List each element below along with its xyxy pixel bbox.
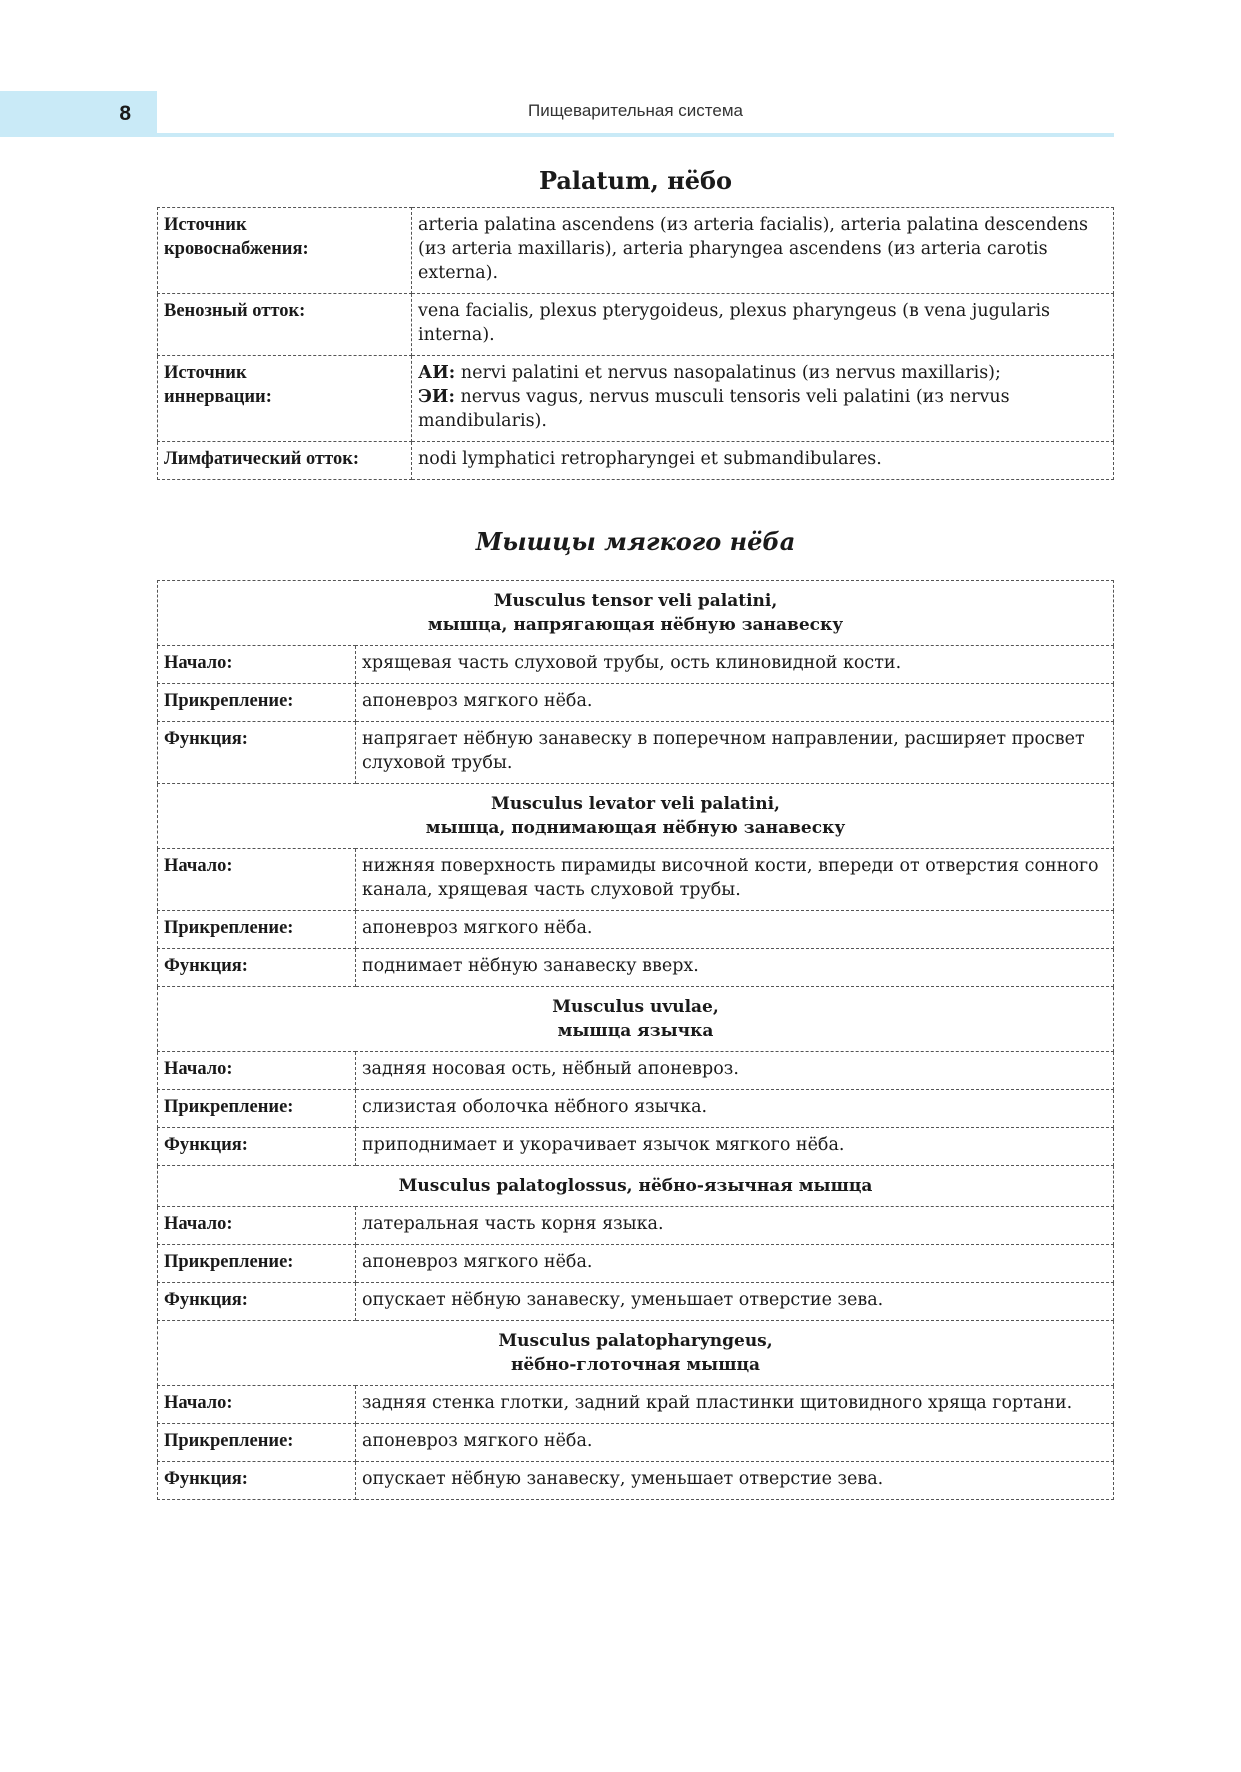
muscles-table <box>157 580 1114 1500</box>
muscle-attachment-label: Прикрепление: <box>158 911 356 949</box>
muscle-name: Musculus palatoglossus, нёбно-язычная мышца <box>158 1166 1114 1207</box>
muscle-header-row <box>158 1321 1114 1386</box>
muscle-name: Musculus palatopharyngeus, нёбно-глоточная мышца <box>158 1321 1114 1386</box>
muscle-start-value: задняя стенка глотки, задний край пластинки щитовидного хряща гортани. <box>356 1386 1114 1424</box>
muscle-name: Musculus tensor veli palatini, мышца, напрягающая нёбную занавеску <box>158 581 1114 646</box>
muscle-attachment-value: слизистая оболочка нёбного язычка. <box>356 1090 1114 1128</box>
muscle-start-row <box>158 1052 1114 1090</box>
muscle-start-value: латеральная часть корня языка. <box>356 1207 1114 1245</box>
table-row <box>158 442 1114 480</box>
muscle-function-row <box>158 1128 1114 1166</box>
muscle-attachment-row <box>158 1245 1114 1283</box>
muscle-function-value: поднимает нёбную занавеску вверх. <box>356 949 1114 987</box>
muscle-start-value: задняя носовая ость, нёбный апоневроз. <box>356 1052 1114 1090</box>
muscle-start-label: Начало: <box>158 1207 356 1245</box>
muscle-start-label: Начало: <box>158 1386 356 1424</box>
muscle-attachment-value: апоневроз мягкого нёба. <box>356 1245 1114 1283</box>
muscle-function-row <box>158 722 1114 784</box>
muscle-start-row <box>158 1207 1114 1245</box>
palatum-table <box>157 207 1114 480</box>
table-row <box>158 356 1114 442</box>
muscle-function-value: опускает нёбную занавеску, уменьшает отверстие зева. <box>356 1462 1114 1500</box>
muscle-attachment-value: апоневроз мягкого нёба. <box>356 684 1114 722</box>
row-value: vena facialis, plexus pterygoideus, plexus pharyngeus (в vena jugularis interna). <box>412 294 1114 356</box>
row-value: arteria palatina ascendens (из arteria facialis), arteria palatina descendens (из arteria maxillaris), arteria pharyngea ascendens (из arteria carotis externa). <box>412 208 1114 294</box>
muscle-start-value: нижняя поверхность пирамиды височной кости, впереди от отверстия сонного канала, хрящевая часть слуховой трубы. <box>356 849 1114 911</box>
ei-text: nervus vagus, nervus musculi tensoris veli palatini (из nervus mandibularis). <box>418 387 1010 431</box>
row-label: Лимфатический отток: <box>158 442 412 480</box>
muscle-attachment-label: Прикрепление: <box>158 1424 356 1462</box>
header-rule <box>157 133 1114 137</box>
muscle-function-label: Функция: <box>158 722 356 784</box>
muscle-function-label: Функция: <box>158 1462 356 1500</box>
muscle-function-label: Функция: <box>158 949 356 987</box>
muscles-title: Мышцы мягкого нёба <box>475 527 796 556</box>
muscle-name: Musculus uvulae, мышца язычка <box>158 987 1114 1052</box>
palatum-title: Palatum, нёбо <box>538 166 733 195</box>
ei-label: ЭИ: <box>418 387 455 407</box>
muscle-attachment-label: Прикрепление: <box>158 1245 356 1283</box>
muscle-attachment-value: апоневроз мягкого нёба. <box>356 1424 1114 1462</box>
muscle-function-value: напрягает нёбную занавеску в поперечном направлении, расширяет просвет слуховой трубы. <box>356 722 1114 784</box>
ai-label: АИ: <box>418 363 456 383</box>
muscle-header-row <box>158 1166 1114 1207</box>
table-row <box>158 294 1114 356</box>
muscle-function-label: Функция: <box>158 1283 356 1321</box>
muscle-function-row <box>158 1462 1114 1500</box>
muscle-attachment-label: Прикрепление: <box>158 684 356 722</box>
row-value: nodi lymphatici retropharyngei et submandibulares. <box>412 442 1114 480</box>
ai-text: nervi palatini et nervus nasopalatinus (из nervus maxillaris); <box>455 363 1001 383</box>
row-value <box>412 356 1114 442</box>
muscle-name: Musculus levator veli palatini, мышца, поднимающая нёбную занавеску <box>158 784 1114 849</box>
row-label: Венозный отток: <box>158 294 412 356</box>
muscle-start-label: Начало: <box>158 849 356 911</box>
muscle-attachment-row <box>158 1424 1114 1462</box>
muscle-function-row <box>158 949 1114 987</box>
muscle-header-row <box>158 987 1114 1052</box>
muscle-attachment-row <box>158 684 1114 722</box>
muscle-start-label: Начало: <box>158 1052 356 1090</box>
muscle-function-value: приподнимает и укорачивает язычок мягкого нёба. <box>356 1128 1114 1166</box>
muscle-attachment-label: Прикрепление: <box>158 1090 356 1128</box>
muscle-attachment-row <box>158 911 1114 949</box>
muscle-start-row <box>158 646 1114 684</box>
muscle-start-label: Начало: <box>158 646 356 684</box>
muscle-start-value: хрящевая часть слуховой трубы, ость клиновидной кости. <box>356 646 1114 684</box>
muscle-start-row <box>158 849 1114 911</box>
page-number: 8 <box>0 91 157 137</box>
row-label: Источник иннервации: <box>158 356 412 442</box>
row-label: Источник кровоснабжения: <box>158 208 412 294</box>
muscle-header-row <box>158 581 1114 646</box>
muscle-function-row <box>158 1283 1114 1321</box>
muscle-function-label: Функция: <box>158 1128 356 1166</box>
muscle-attachment-value: апоневроз мягкого нёба. <box>356 911 1114 949</box>
muscle-start-row <box>158 1386 1114 1424</box>
table-row <box>158 208 1114 294</box>
muscle-header-row <box>158 784 1114 849</box>
muscle-attachment-row <box>158 1090 1114 1128</box>
muscle-function-value: опускает нёбную занавеску, уменьшает отверстие зева. <box>356 1283 1114 1321</box>
running-title: Пищеварительная система <box>528 101 743 120</box>
